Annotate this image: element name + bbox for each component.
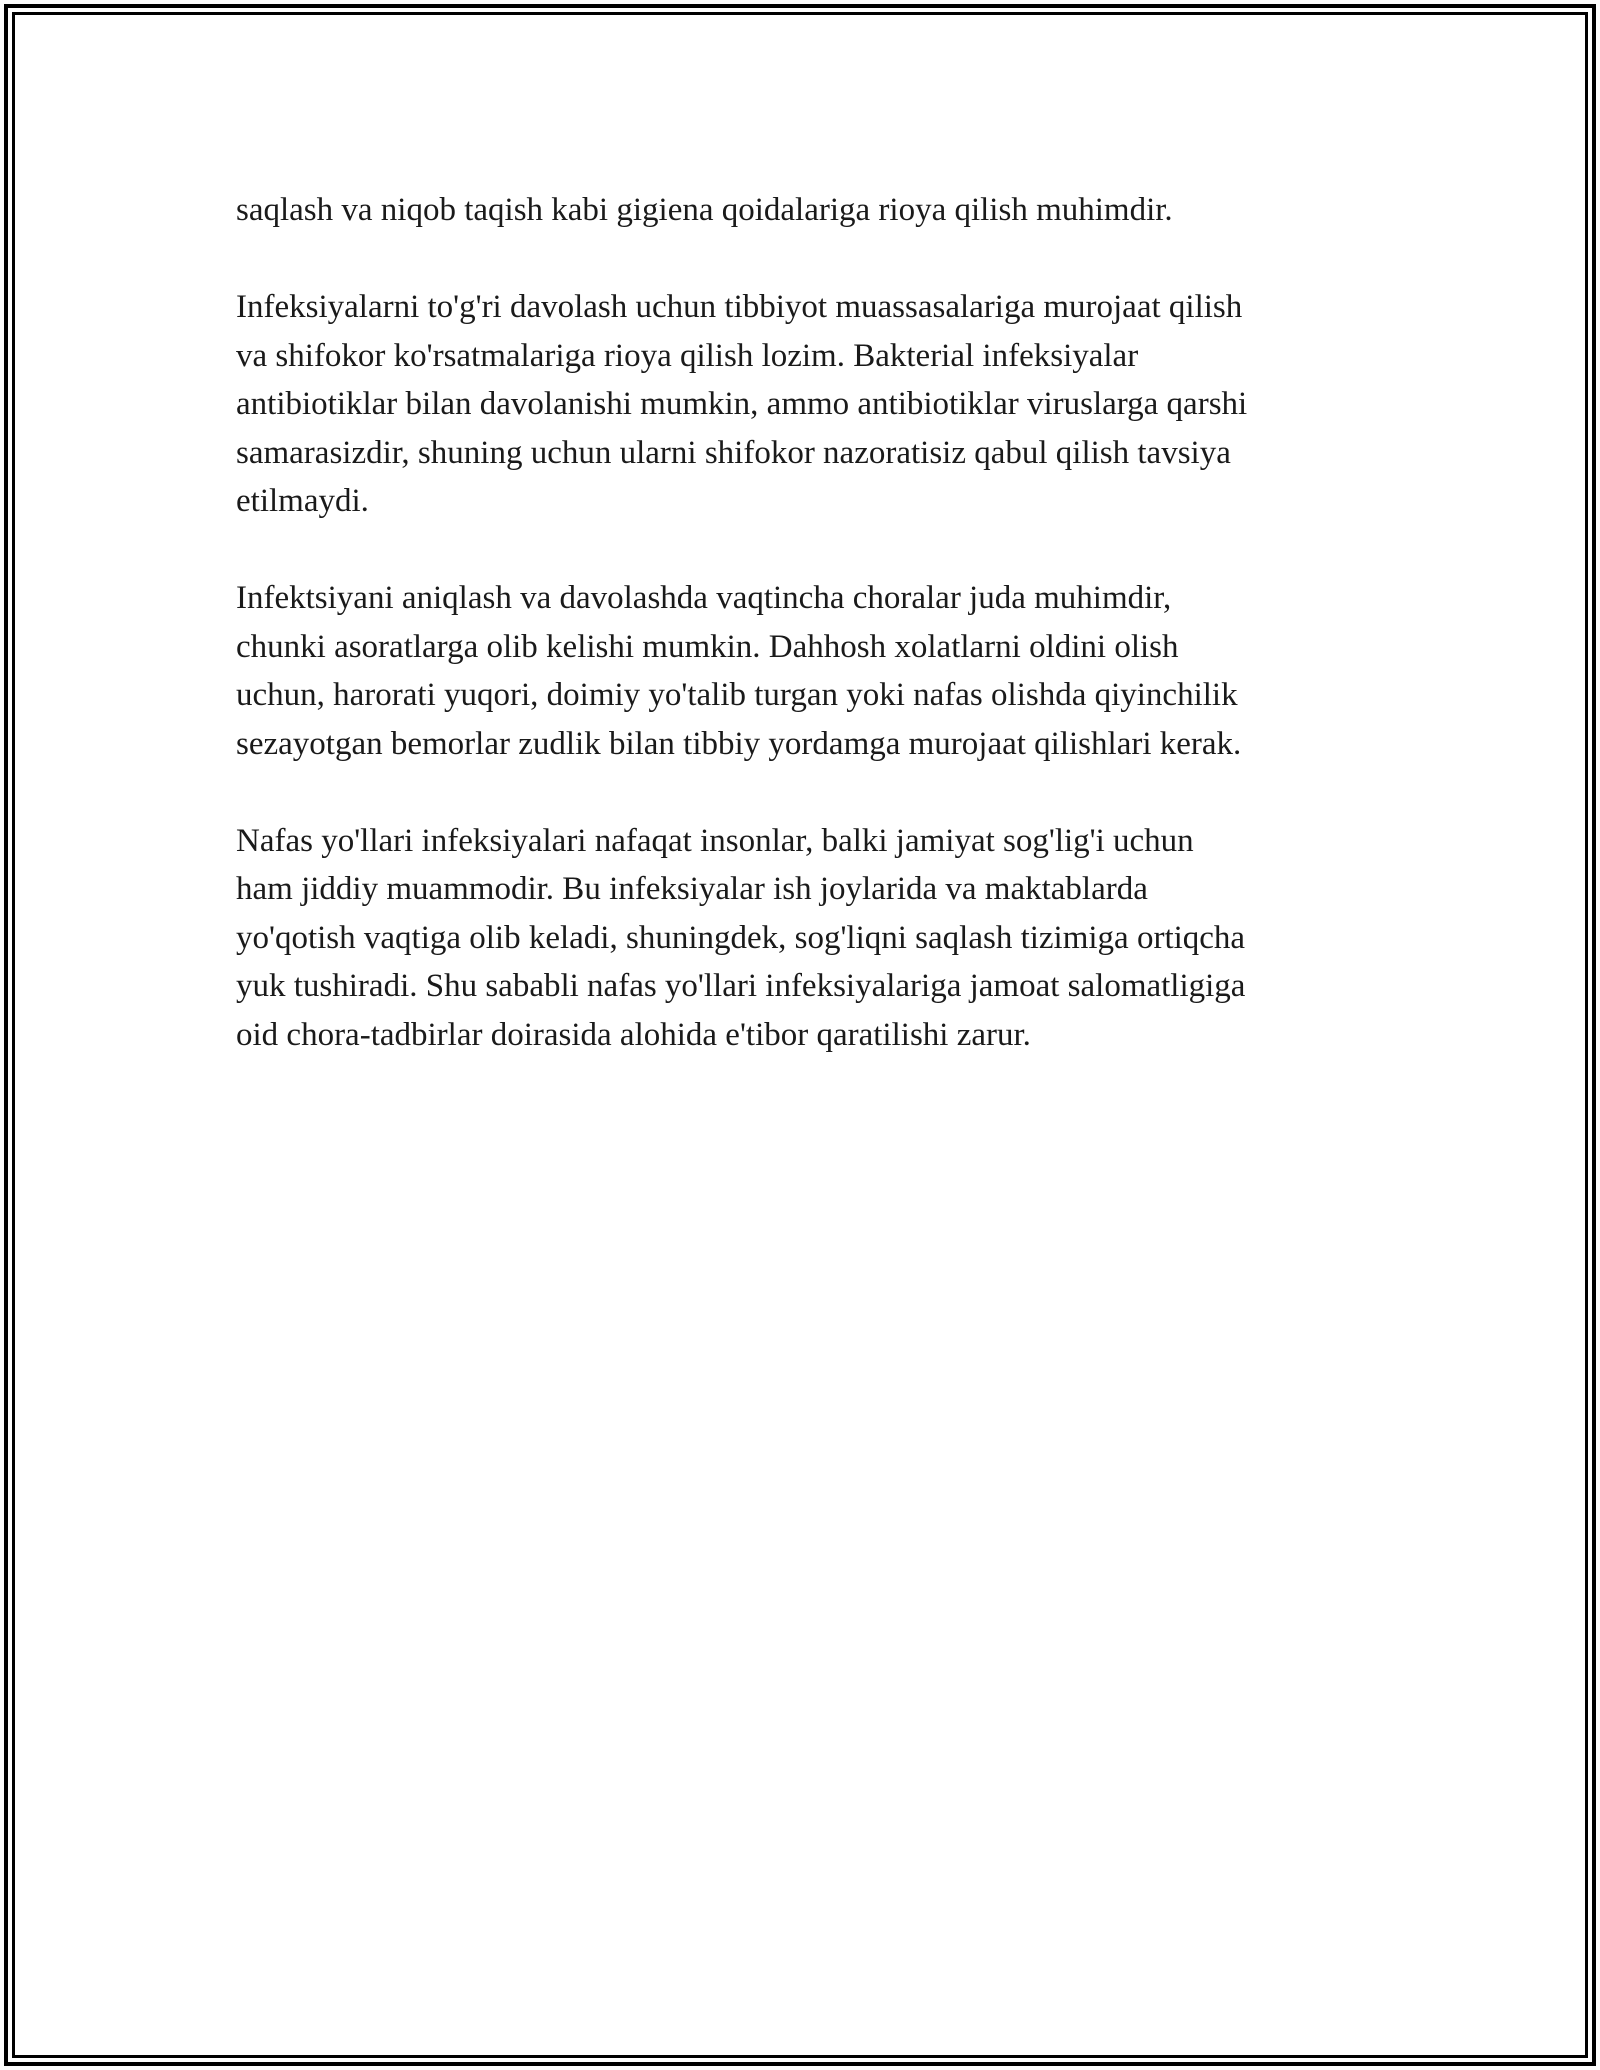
text-line: yo'qotish vaqtiga olib keladi, shuningdek, sog'liqni saqlash tizimiga ortiqcha	[236, 919, 1246, 956]
paragraph-4	[236, 817, 1366, 1060]
paragraph-1	[236, 186, 1366, 235]
text-line: ham jiddiy muammodir. Bu infeksiyalar ish joylarida va maktablarda	[236, 871, 1148, 907]
text-line: antibiotiklar bilan davolanishi mumkin, ammo antibiotiklar viruslarga qarshi	[236, 386, 1248, 422]
paragraph-3	[236, 574, 1366, 768]
text-line: Infektsiyani aniqlash va davolashda vaqtincha choralar juda muhimdir,	[236, 580, 1172, 616]
text-line: samarasizdir, shuning uchun ularni shifokor nazoratisiz qabul qilish tavsiya	[236, 434, 1231, 471]
text-line: Nafas yo'llari infeksiyalari nafaqat insonlar, balki jamiyat sog'lig'i uchun	[236, 822, 1194, 859]
paragraph-2	[236, 283, 1366, 526]
text-line: Infeksiyalarni to'g'ri davolash uchun tibbiyot muassasalariga murojaat qilish	[236, 289, 1243, 325]
text-line: oid chora-tadbirlar doirasida alohida e'tibor qaratilishi zarur.	[236, 1016, 1031, 1053]
text-line: sezayotgan bemorlar zudlik bilan tibbiy yordamga murojaat qilishlari kerak.	[236, 725, 1242, 762]
document-body	[236, 186, 1366, 1108]
text-line: chunki asoratlarga olib kelishi mumkin. Dahhosh xolatlarni oldini olish	[236, 628, 1179, 665]
text-line: va shifokor ko'rsatmalariga rioya qilish lozim. Bakterial infeksiyalar	[236, 337, 1139, 374]
text-line: uchun, harorati yuqori, doimiy yo'talib turgan yoki nafas olishda qiyinchilik	[236, 677, 1238, 713]
text-line: saqlash va niqob taqish kabi gigiena qoidalariga rioya qilish muhimdir.	[236, 192, 1173, 228]
text-line: etilmaydi.	[236, 483, 369, 519]
text-line: yuk tushiradi. Shu sababli nafas yo'llari infeksiyalariga jamoat salomatligiga	[236, 968, 1246, 1004]
